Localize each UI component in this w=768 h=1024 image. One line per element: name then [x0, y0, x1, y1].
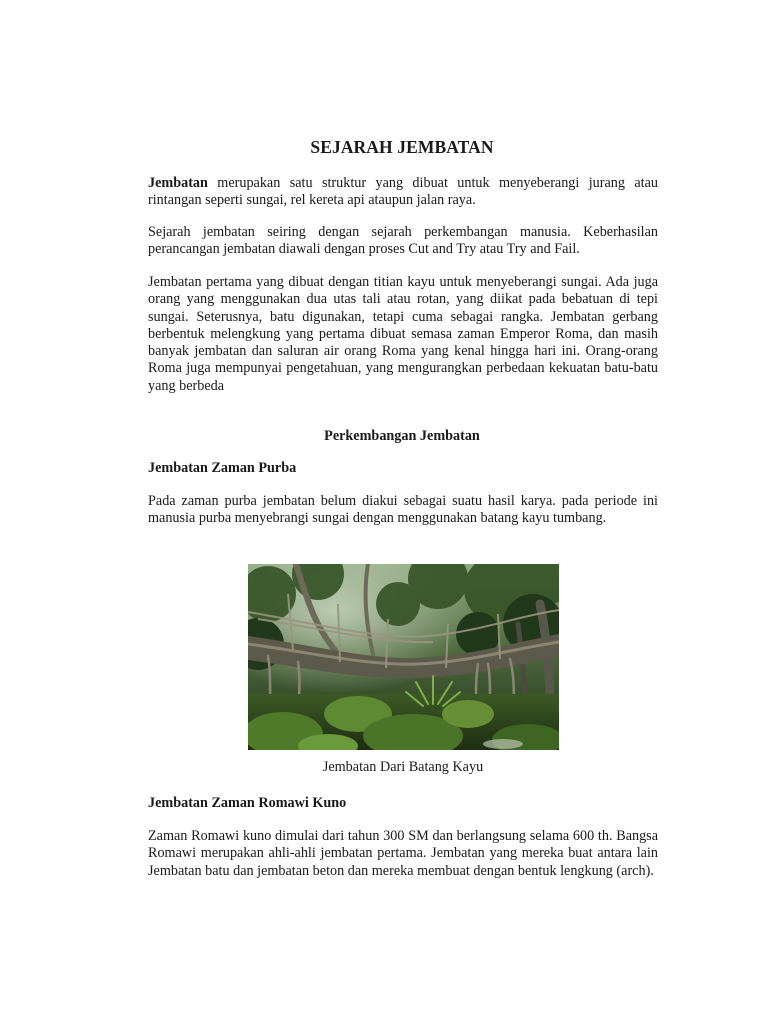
- document-title: SEJARAH JEMBATAN: [310, 137, 494, 157]
- history-paragraph: Sejarah jembatan seiring dengan sejarah perkembangan manusia. Keberhasilan perancangan jembatan diawali dengan proses Cut and Try atau Try and Fail.: [148, 224, 658, 258]
- root-bridge-photo: [248, 564, 559, 750]
- section-heading: Perkembangan Jembatan: [324, 428, 480, 444]
- ancient-paragraph: Pada zaman purba jembatan belum diakui sebagai suatu hasil karya. pada periode ini manusia purba menyebrangi sungai dengan menggunakan batang kayu tumbang.: [148, 493, 658, 527]
- intro-term: Jembatan: [148, 175, 208, 191]
- intro-text: merupakan satu struktur yang dibuat untuk menyeberangi jurang atau rintangan seperti sungai, rel kereta api ataupun jalan raya.: [148, 175, 658, 209]
- roman-paragraph: Zaman Romawi kuno dimulai dari tahun 300 SM dan berlangsung selama 600 th. Bangsa Romawi merupakan ahli-ahli jembatan pertama. Jembatan yang mereka buat antara lain Jembatan batu dan jembatan beton dan mereka membuat dengan bentuk lengkung (arch).: [148, 828, 658, 879]
- first-bridges-paragraph: Jembatan pertama yang dibuat dengan titian kayu untuk menyeberangi sungai. Ada juga orang yang menggunakan dua utas tali atau rotan, yang diikat pada bebatuan di tepi sungai. Seterusnya, batu digunakan, tetapi cuma sebagai rangka. Jembatan gerbang berbentuk melengkung yang pertama dibuat semasa zaman Emperor Roma, dan masih banyak jembatan dan saluran air orang Roma yang kenal hingga hari ini. Orang-orang Roma juga mempunyai pengetahuan, yang mengurangkan perbedaan kekuatan batu-batu yang berbeda: [148, 274, 658, 394]
- subsection-heading-roman: Jembatan Zaman Romawi Kuno: [148, 795, 347, 811]
- subsection-heading-ancient: Jembatan Zaman Purba: [148, 460, 297, 476]
- intro-paragraph: [148, 175, 658, 210]
- figure-caption: Jembatan Dari Batang Kayu: [322, 759, 484, 775]
